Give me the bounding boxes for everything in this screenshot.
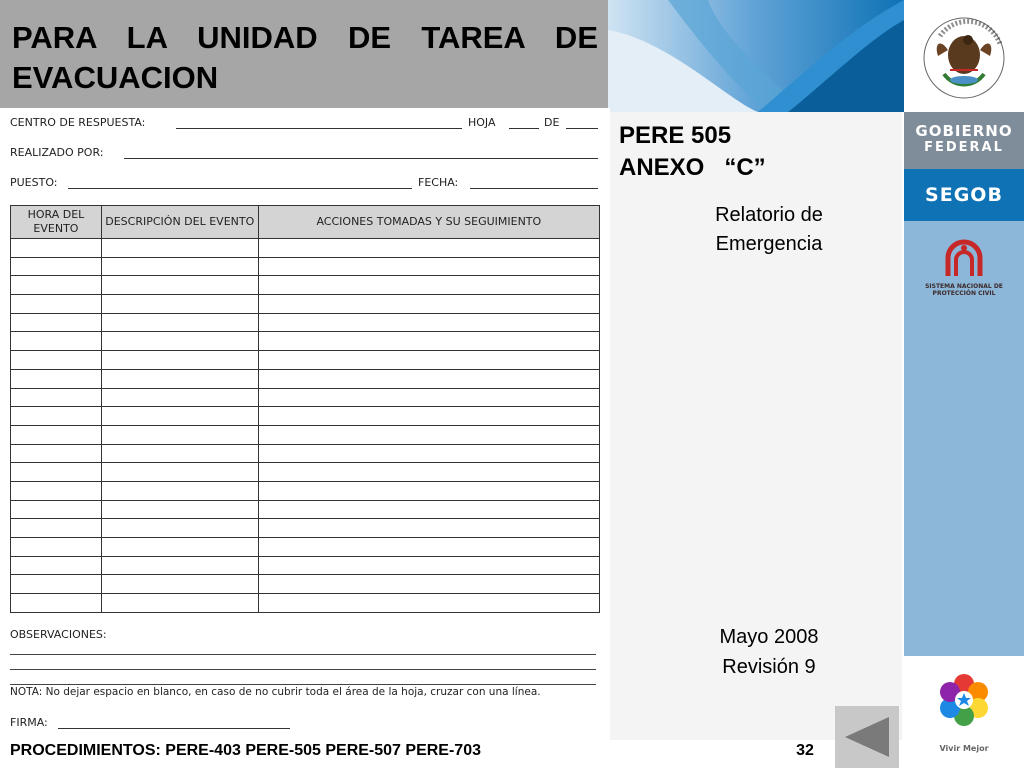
table-cell[interactable]	[258, 276, 599, 295]
table-cell[interactable]	[11, 313, 102, 332]
table-cell[interactable]	[101, 257, 258, 276]
nota-text: NOTA: No dejar espacio en blanco, en caso de no cubrir toda el área de la hoja, cruzar con una línea.	[10, 686, 541, 698]
table-cell[interactable]	[101, 500, 258, 519]
table-row	[11, 463, 600, 482]
observaciones-label: OBSERVACIONES:	[10, 628, 107, 641]
table-cell[interactable]	[101, 276, 258, 295]
table-cell[interactable]	[11, 500, 102, 519]
table-cell[interactable]	[258, 594, 599, 613]
centro-field[interactable]	[176, 128, 462, 129]
table-cell[interactable]	[11, 463, 102, 482]
table-cell[interactable]	[101, 481, 258, 500]
table-cell[interactable]	[258, 239, 599, 258]
date-label: Mayo 2008	[719, 626, 819, 648]
title-band	[0, 0, 608, 108]
table-cell[interactable]	[258, 407, 599, 426]
table-cell[interactable]	[11, 575, 102, 594]
realizado-field[interactable]	[124, 158, 598, 159]
document-date	[636, 622, 902, 682]
firma-field[interactable]	[58, 728, 290, 729]
table-cell[interactable]	[258, 463, 599, 482]
table-cell[interactable]	[258, 500, 599, 519]
table-row	[11, 295, 600, 314]
table-cell[interactable]	[101, 369, 258, 388]
table-cell[interactable]	[258, 351, 599, 370]
table-cell[interactable]	[101, 594, 258, 613]
vivir-mejor-logo	[904, 656, 1024, 768]
fecha-field[interactable]	[470, 188, 598, 189]
table-cell[interactable]	[101, 239, 258, 258]
table-cell[interactable]	[258, 425, 599, 444]
table-cell[interactable]	[101, 425, 258, 444]
table-cell[interactable]	[258, 575, 599, 594]
document-subtitle	[636, 201, 902, 259]
table-cell[interactable]	[258, 313, 599, 332]
table-cell[interactable]	[11, 538, 102, 557]
page-title: PARA LA UNIDAD DE TAREA DE EVACUACION	[12, 20, 598, 95]
table-row	[11, 369, 600, 388]
table-cell[interactable]	[101, 407, 258, 426]
right-sidebar	[904, 0, 1024, 768]
vivir-mejor-icon	[904, 656, 1024, 744]
table-row	[11, 276, 600, 295]
table-cell[interactable]	[101, 351, 258, 370]
table-row	[11, 351, 600, 370]
table-cell[interactable]	[258, 257, 599, 276]
hoja-field[interactable]	[509, 128, 539, 129]
table-cell[interactable]	[11, 351, 102, 370]
table-row	[11, 556, 600, 575]
observaciones-line[interactable]	[10, 669, 596, 670]
fecha-label: FECHA:	[418, 176, 459, 189]
back-button[interactable]	[835, 706, 899, 768]
table-cell[interactable]	[11, 369, 102, 388]
gobierno-line2: FEDERAL	[924, 140, 1004, 155]
column-header-descripcion: DESCRIPCIÓN DEL EVENTO	[101, 206, 258, 239]
observaciones-line[interactable]	[10, 684, 596, 685]
table-cell[interactable]	[258, 556, 599, 575]
table-cell[interactable]	[11, 276, 102, 295]
table-cell[interactable]	[101, 538, 258, 557]
table-cell[interactable]	[258, 295, 599, 314]
hoja-label: HOJA	[468, 116, 496, 129]
observaciones-line[interactable]	[10, 654, 596, 655]
table-cell[interactable]	[258, 538, 599, 557]
event-log-table	[10, 205, 600, 613]
table-row	[11, 519, 600, 538]
table-row	[11, 388, 600, 407]
decorative-wave	[608, 0, 904, 112]
page-number: 32	[796, 742, 814, 759]
table-row	[11, 425, 600, 444]
table-cell[interactable]	[258, 369, 599, 388]
proteccion-civil-logo	[904, 238, 1024, 308]
table-cell[interactable]	[101, 463, 258, 482]
procedures-footer: PROCEDIMIENTOS: PERE-403 PERE-505 PERE-507 PERE-703	[10, 742, 481, 759]
table-cell[interactable]	[101, 575, 258, 594]
triangle-left-icon	[835, 706, 899, 768]
subtitle-line: Relatorio de	[715, 204, 823, 226]
proteccion-civil-icon	[942, 238, 986, 278]
subtitle-line: Emergencia	[715, 233, 823, 255]
proteccion-line1: SISTEMA NACIONAL DE	[925, 283, 1003, 290]
segob-logo: SEGOB	[904, 169, 1024, 221]
realizado-label: REALIZADO POR:	[10, 146, 104, 159]
table-cell[interactable]	[11, 239, 102, 258]
table-body	[11, 239, 600, 613]
table-row	[11, 257, 600, 276]
table-row	[11, 594, 600, 613]
table-cell[interactable]	[101, 556, 258, 575]
table-cell[interactable]	[11, 295, 102, 314]
table-row	[11, 538, 600, 557]
table-cell[interactable]	[101, 313, 258, 332]
table-cell[interactable]	[258, 332, 599, 351]
table-cell[interactable]	[11, 556, 102, 575]
table-cell[interactable]	[11, 519, 102, 538]
de-label: DE	[544, 116, 560, 129]
table-cell[interactable]	[11, 388, 102, 407]
centro-label: CENTRO DE RESPUESTA:	[10, 116, 146, 129]
table-row	[11, 575, 600, 594]
puesto-label: PUESTO:	[10, 176, 58, 189]
table-row	[11, 407, 600, 426]
table-cell[interactable]	[11, 481, 102, 500]
column-header-hora: HORA DEL EVENTO	[11, 206, 102, 239]
table-cell[interactable]	[11, 407, 102, 426]
annex-title: PERE 505 ANEXO “C”	[619, 122, 766, 181]
table-cell[interactable]	[101, 295, 258, 314]
table-cell[interactable]	[11, 444, 102, 463]
table-row	[11, 500, 600, 519]
table-cell[interactable]	[258, 481, 599, 500]
gobierno-line1: GOBIERNO	[915, 122, 1013, 140]
gobierno-federal-logo	[904, 112, 1024, 169]
table-cell[interactable]	[101, 388, 258, 407]
eagle-seal-icon	[904, 0, 1024, 112]
firma-label: FIRMA:	[10, 716, 48, 729]
de-field[interactable]	[566, 128, 598, 129]
table-row	[11, 332, 600, 351]
table-cell[interactable]	[258, 388, 599, 407]
table-row	[11, 313, 600, 332]
table-row	[11, 239, 600, 258]
table-cell[interactable]	[258, 519, 599, 538]
table-cell[interactable]	[11, 332, 102, 351]
table-cell[interactable]	[11, 257, 102, 276]
puesto-field[interactable]	[68, 188, 412, 189]
table-cell[interactable]	[11, 594, 102, 613]
revision-label: Revisión 9	[722, 656, 816, 678]
column-header-acciones: ACCIONES TOMADAS Y SU SEGUIMIENTO	[258, 206, 599, 239]
table-row	[11, 444, 600, 463]
table-cell[interactable]	[101, 519, 258, 538]
table-cell[interactable]	[11, 425, 102, 444]
table-header-row	[11, 206, 600, 239]
table-cell[interactable]	[258, 444, 599, 463]
proteccion-line2: PROTECCIÓN CIVIL	[932, 290, 996, 297]
table-row	[11, 481, 600, 500]
national-seal-logo	[904, 0, 1024, 112]
table-cell[interactable]	[101, 444, 258, 463]
table-cell[interactable]	[101, 332, 258, 351]
vivir-mejor-label: Vivir Mejor	[939, 744, 989, 753]
